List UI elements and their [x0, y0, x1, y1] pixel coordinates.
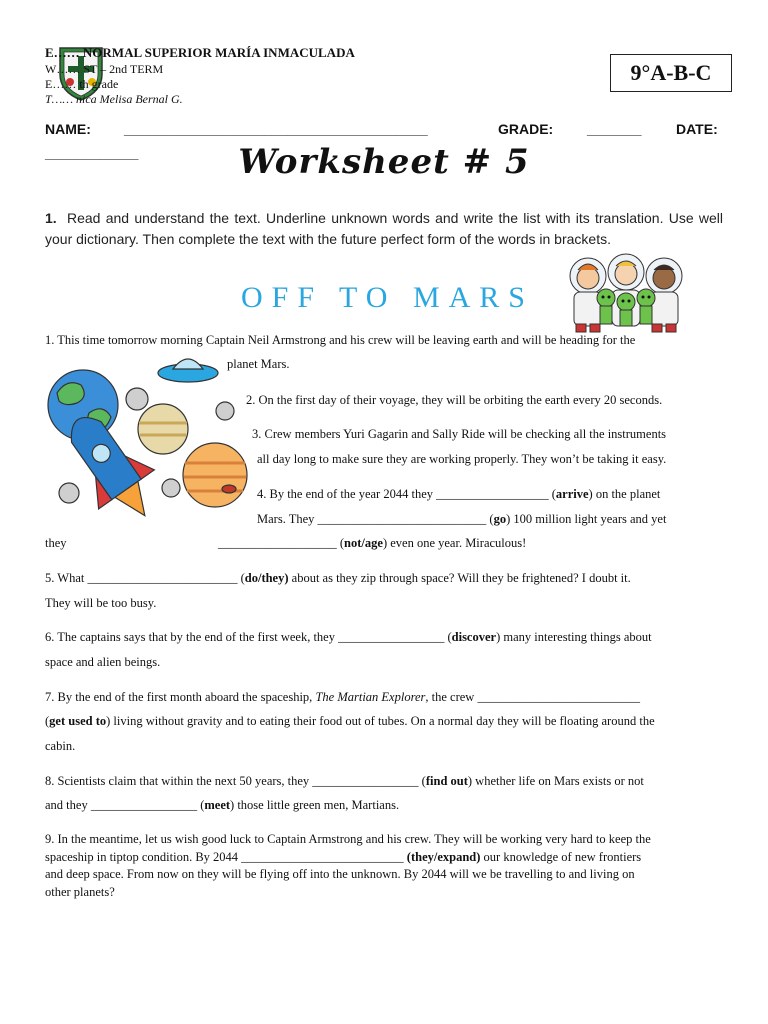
verb-they-expand: (they/expand): [406, 850, 481, 864]
paragraph-6-line-1: 6. The captains says that by the end of the first week, they _________________ (discover) many interesting things about: [45, 630, 652, 644]
paragraph-3-line-2: all day long to make sure they are working properly. They won’t be taking it easy.: [257, 452, 667, 466]
paragraph-9-line-1: 9. In the meantime, let us wish good luck to Captain Armstrong and his crew. They will be working very hard to keep the: [45, 832, 651, 846]
paragraph-4-line-2: Mars. They ___________________________ (go) 100 million light years and yet: [257, 512, 667, 526]
grade-label: GRADE:: [498, 121, 554, 137]
worksheet-title: Worksheet # 5: [238, 142, 530, 182]
header-line-term: W…… ST – 2nd TERM: [45, 62, 164, 76]
date-label: DATE:: [676, 121, 718, 137]
instruction-number: 1.: [45, 210, 57, 226]
paragraph-9-line-3: and deep space. From now on they will be flying off into the unknown. By 2044 will we be travelling to and living on: [45, 867, 635, 881]
paragraph-7-line-3: cabin.: [45, 739, 76, 753]
verb-arrive: arrive: [555, 487, 589, 501]
paragraph-6-line-2: space and alien beings.: [45, 655, 161, 669]
header-line-grade: E…… th grade: [45, 77, 119, 91]
school-name: E…… NORMAL SUPERIOR MARÍA INMACULADA: [45, 45, 355, 60]
paragraph-8-line-2: and they _________________ (meet) those little green men, Martians.: [45, 798, 400, 812]
verb-discover: discover: [451, 630, 497, 644]
astronauts-aliens-illustration: [560, 252, 692, 334]
header-line-teacher: T…… nica Melisa Bernal G.: [45, 92, 183, 106]
paragraph-7-line-2: (get used to) living without gravity and to eating their food out of tubes. On a normal day they will be floating around the: [45, 714, 655, 728]
paragraph-5-line-1: 5. What ________________________ (do/they) about as they zip through space? Will they be frightened? I doubt it.: [45, 571, 631, 585]
paragraph-7-line-1: 7. By the end of the first month aboard the spaceship, The Martian Explorer, the crew __________________________: [45, 690, 640, 704]
paragraph-4-line-3-start: they: [45, 536, 67, 550]
paragraph-9-line-4: other planets?: [45, 885, 115, 899]
date-blank[interactable]: ____________: [45, 145, 139, 161]
instruction-text: Read and understand the text. Underline unknown words and write the list with its translation. Use well your dictionary. Then complete the text with the future perfect form of the words in brackets.: [45, 210, 723, 247]
grade-box: 9°A-B-C: [610, 54, 732, 92]
story-title: OFF TO MARS: [241, 281, 534, 314]
spaceship-name: The Martian Explorer: [315, 690, 426, 704]
verb-do-they: do/they): [244, 571, 289, 585]
verb-get-used-to: get used to: [49, 714, 107, 728]
paragraph-4-line-3: ___________________ (not/age) even one year. Miraculous!: [218, 536, 527, 550]
paragraph-9-line-2: spaceship in tiptop condition. By 2044 __________________________ (they/expand) our knowledge of new frontiers: [45, 850, 642, 864]
space-clipart-illustration: [45, 353, 250, 533]
verb-not-age: not/age: [344, 536, 383, 550]
paragraph-8-line-1: 8. Scientists claim that within the next 50 years, they _________________ (find out) whether life on Mars exists or not: [45, 774, 644, 788]
name-label: NAME:: [45, 121, 91, 137]
grade-blank[interactable]: _______: [587, 121, 642, 137]
paragraph-1-line-1: 1. This time tomorrow morning Captain Neil Armstrong and his crew will be leaving earth and will be heading for the: [45, 333, 636, 347]
paragraph-3-line-1: 3. Crew members Yuri Gagarin and Sally Ride will be checking all the instruments: [252, 427, 667, 441]
verb-go: go: [493, 512, 507, 526]
name-blank[interactable]: _______________________________________: [124, 121, 428, 137]
verb-find-out: find out: [425, 774, 468, 788]
verb-meet: meet: [204, 798, 231, 812]
paragraph-4-line-1: 4. By the end of the year 2044 they __________________ (arrive) on the planet: [257, 487, 661, 501]
paragraph-1-line-2: planet Mars.: [227, 357, 290, 371]
instruction: [45, 208, 723, 249]
paragraph-2: 2. On the first day of their voyage, they will be orbiting the earth every 20 seconds.: [246, 393, 663, 407]
paragraph-5-line-2: They will be too busy.: [45, 596, 157, 610]
